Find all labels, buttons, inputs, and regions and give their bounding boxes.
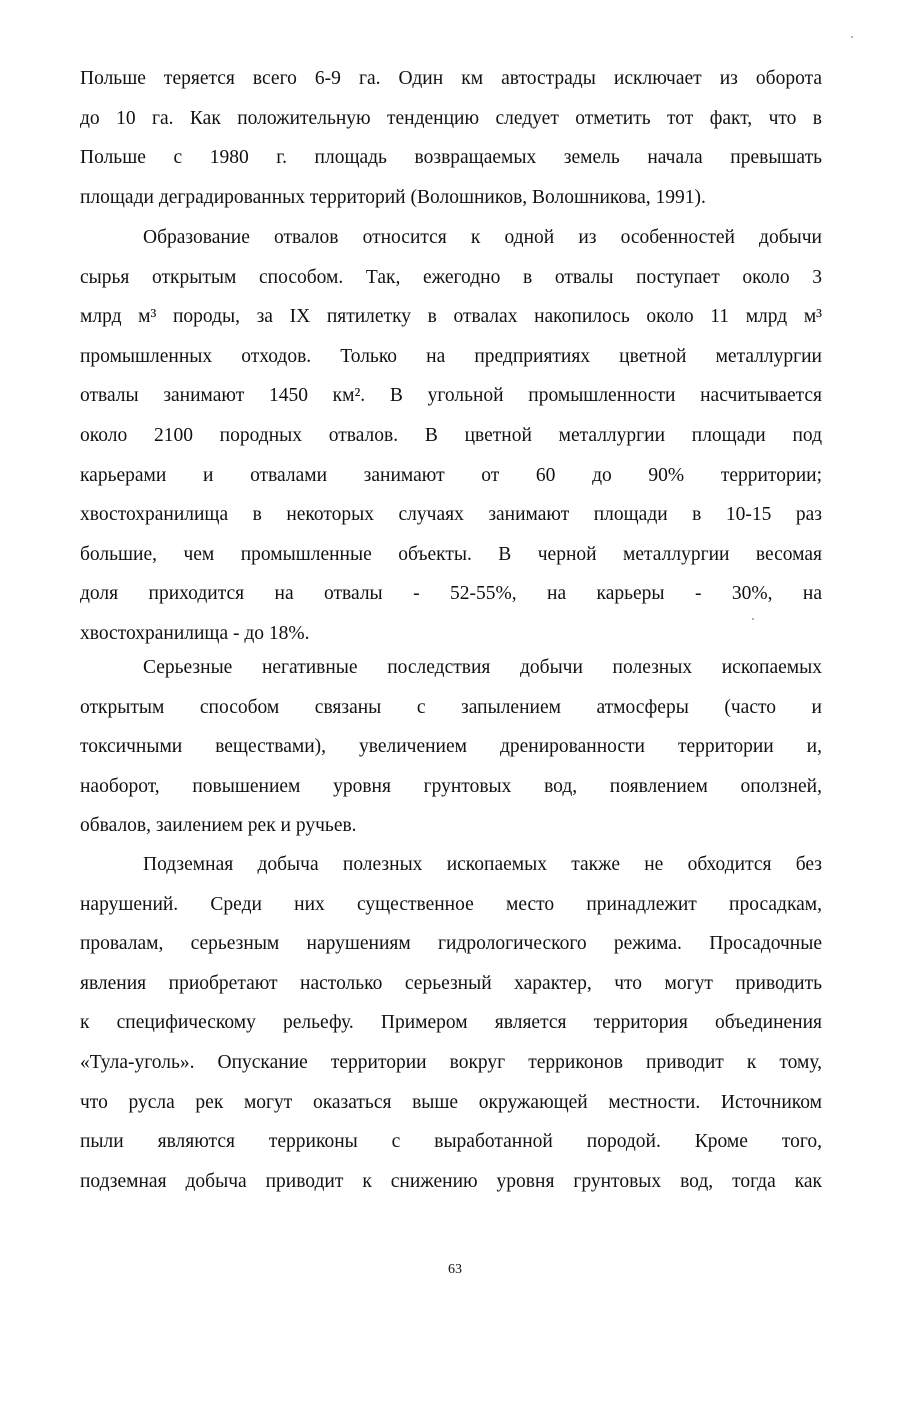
- paragraph-line: провалам, серьезным нарушениям гидрологического режима. Просадочные: [80, 933, 822, 955]
- paragraph-line: Польше теряется всего 6-9 га. Один км автострады исключает из оборота: [80, 68, 822, 89]
- paragraph-line: промышленных отходов. Только на предприятиях цветной металлургии: [80, 345, 822, 367]
- paragraph-line: «Тула-уголь». Опускание территории вокруг терриконов приводит к тому,: [80, 1051, 822, 1073]
- paragraph-line: большие, чем промышленные объекты. В черной металлургии весомая: [80, 543, 822, 565]
- paragraph-line: Серьезные негативные последствия добычи полезных ископаемых: [143, 657, 822, 678]
- paragraph-line: доля приходится на отвалы - 52-55%, на карьеры - 30%, на: [80, 583, 822, 605]
- paragraph-line: отвалы занимают 1450 км². В угольной промышленности насчитывается: [80, 385, 822, 407]
- paragraph-line: Польше с 1980 г. площадь возвращаемых земель начала превышать: [80, 147, 822, 169]
- paragraph-line: наоборот, повышением уровня грунтовых вод, появлением оползней,: [80, 775, 822, 797]
- paragraph-line: карьерами и отвалами занимают от 60 до 90% территории;: [80, 464, 822, 486]
- paragraph-line: подземная добыча приводит к снижению уровня грунтовых вод, тогда как: [80, 1170, 822, 1192]
- paragraph-line: к специфическому рельефу. Примером является территория объединения: [80, 1012, 822, 1034]
- paragraph-line: Подземная добыча полезных ископаемых также не обходится без: [143, 854, 822, 875]
- paragraph-4: [80, 845, 822, 1201]
- paragraph-line: до 10 га. Как положительную тенденцию следует отметить тот факт, что в: [80, 107, 822, 129]
- paragraph-line: Образование отвалов относится к одной из особенностей добычи: [143, 227, 822, 248]
- paragraph-line: сырья открытым способом. Так, ежегодно в отвалы поступает около 3: [80, 266, 822, 288]
- paragraph-line: открытым способом связаны с запылением атмосферы (часто и: [80, 696, 822, 718]
- paragraph-line: что русла рек могут оказаться выше окружающей местности. Источником: [80, 1091, 822, 1113]
- paragraph-2: [80, 218, 822, 654]
- scan-speck: [752, 618, 754, 620]
- scan-speck: [851, 36, 853, 38]
- paragraph-line: хвостохранилища - до 18%.: [80, 622, 310, 644]
- paragraph-line: нарушений. Среди них существенное место принадлежит просадкам,: [80, 893, 822, 915]
- paragraph-line: около 2100 породных отвалов. В цветной металлургии площади под: [80, 424, 822, 446]
- paragraph-line: площади деградированных территорий (Волошников, Волошникова, 1991).: [80, 186, 706, 208]
- paragraph-line: обвалов, заилением рек и ручьев.: [80, 815, 357, 837]
- paragraph-line: явления приобретают настолько серьезный характер, что могут приводить: [80, 972, 822, 994]
- page-number: 63: [448, 1262, 462, 1277]
- paragraph-1: [80, 59, 822, 217]
- paragraph-line: токсичными веществами), увеличением дренированности территории и,: [80, 736, 822, 758]
- paragraph-line: млрд м³ породы, за IX пятилетку в отвалах накопилось около 11 млрд м³: [80, 306, 822, 328]
- paragraph-line: пыли являются терриконы с выработанной породой. Кроме того,: [80, 1131, 822, 1153]
- paragraph-line: хвостохранилища в некоторых случаях занимают площади в 10-15 раз: [80, 504, 822, 526]
- paragraph-3: [80, 648, 822, 846]
